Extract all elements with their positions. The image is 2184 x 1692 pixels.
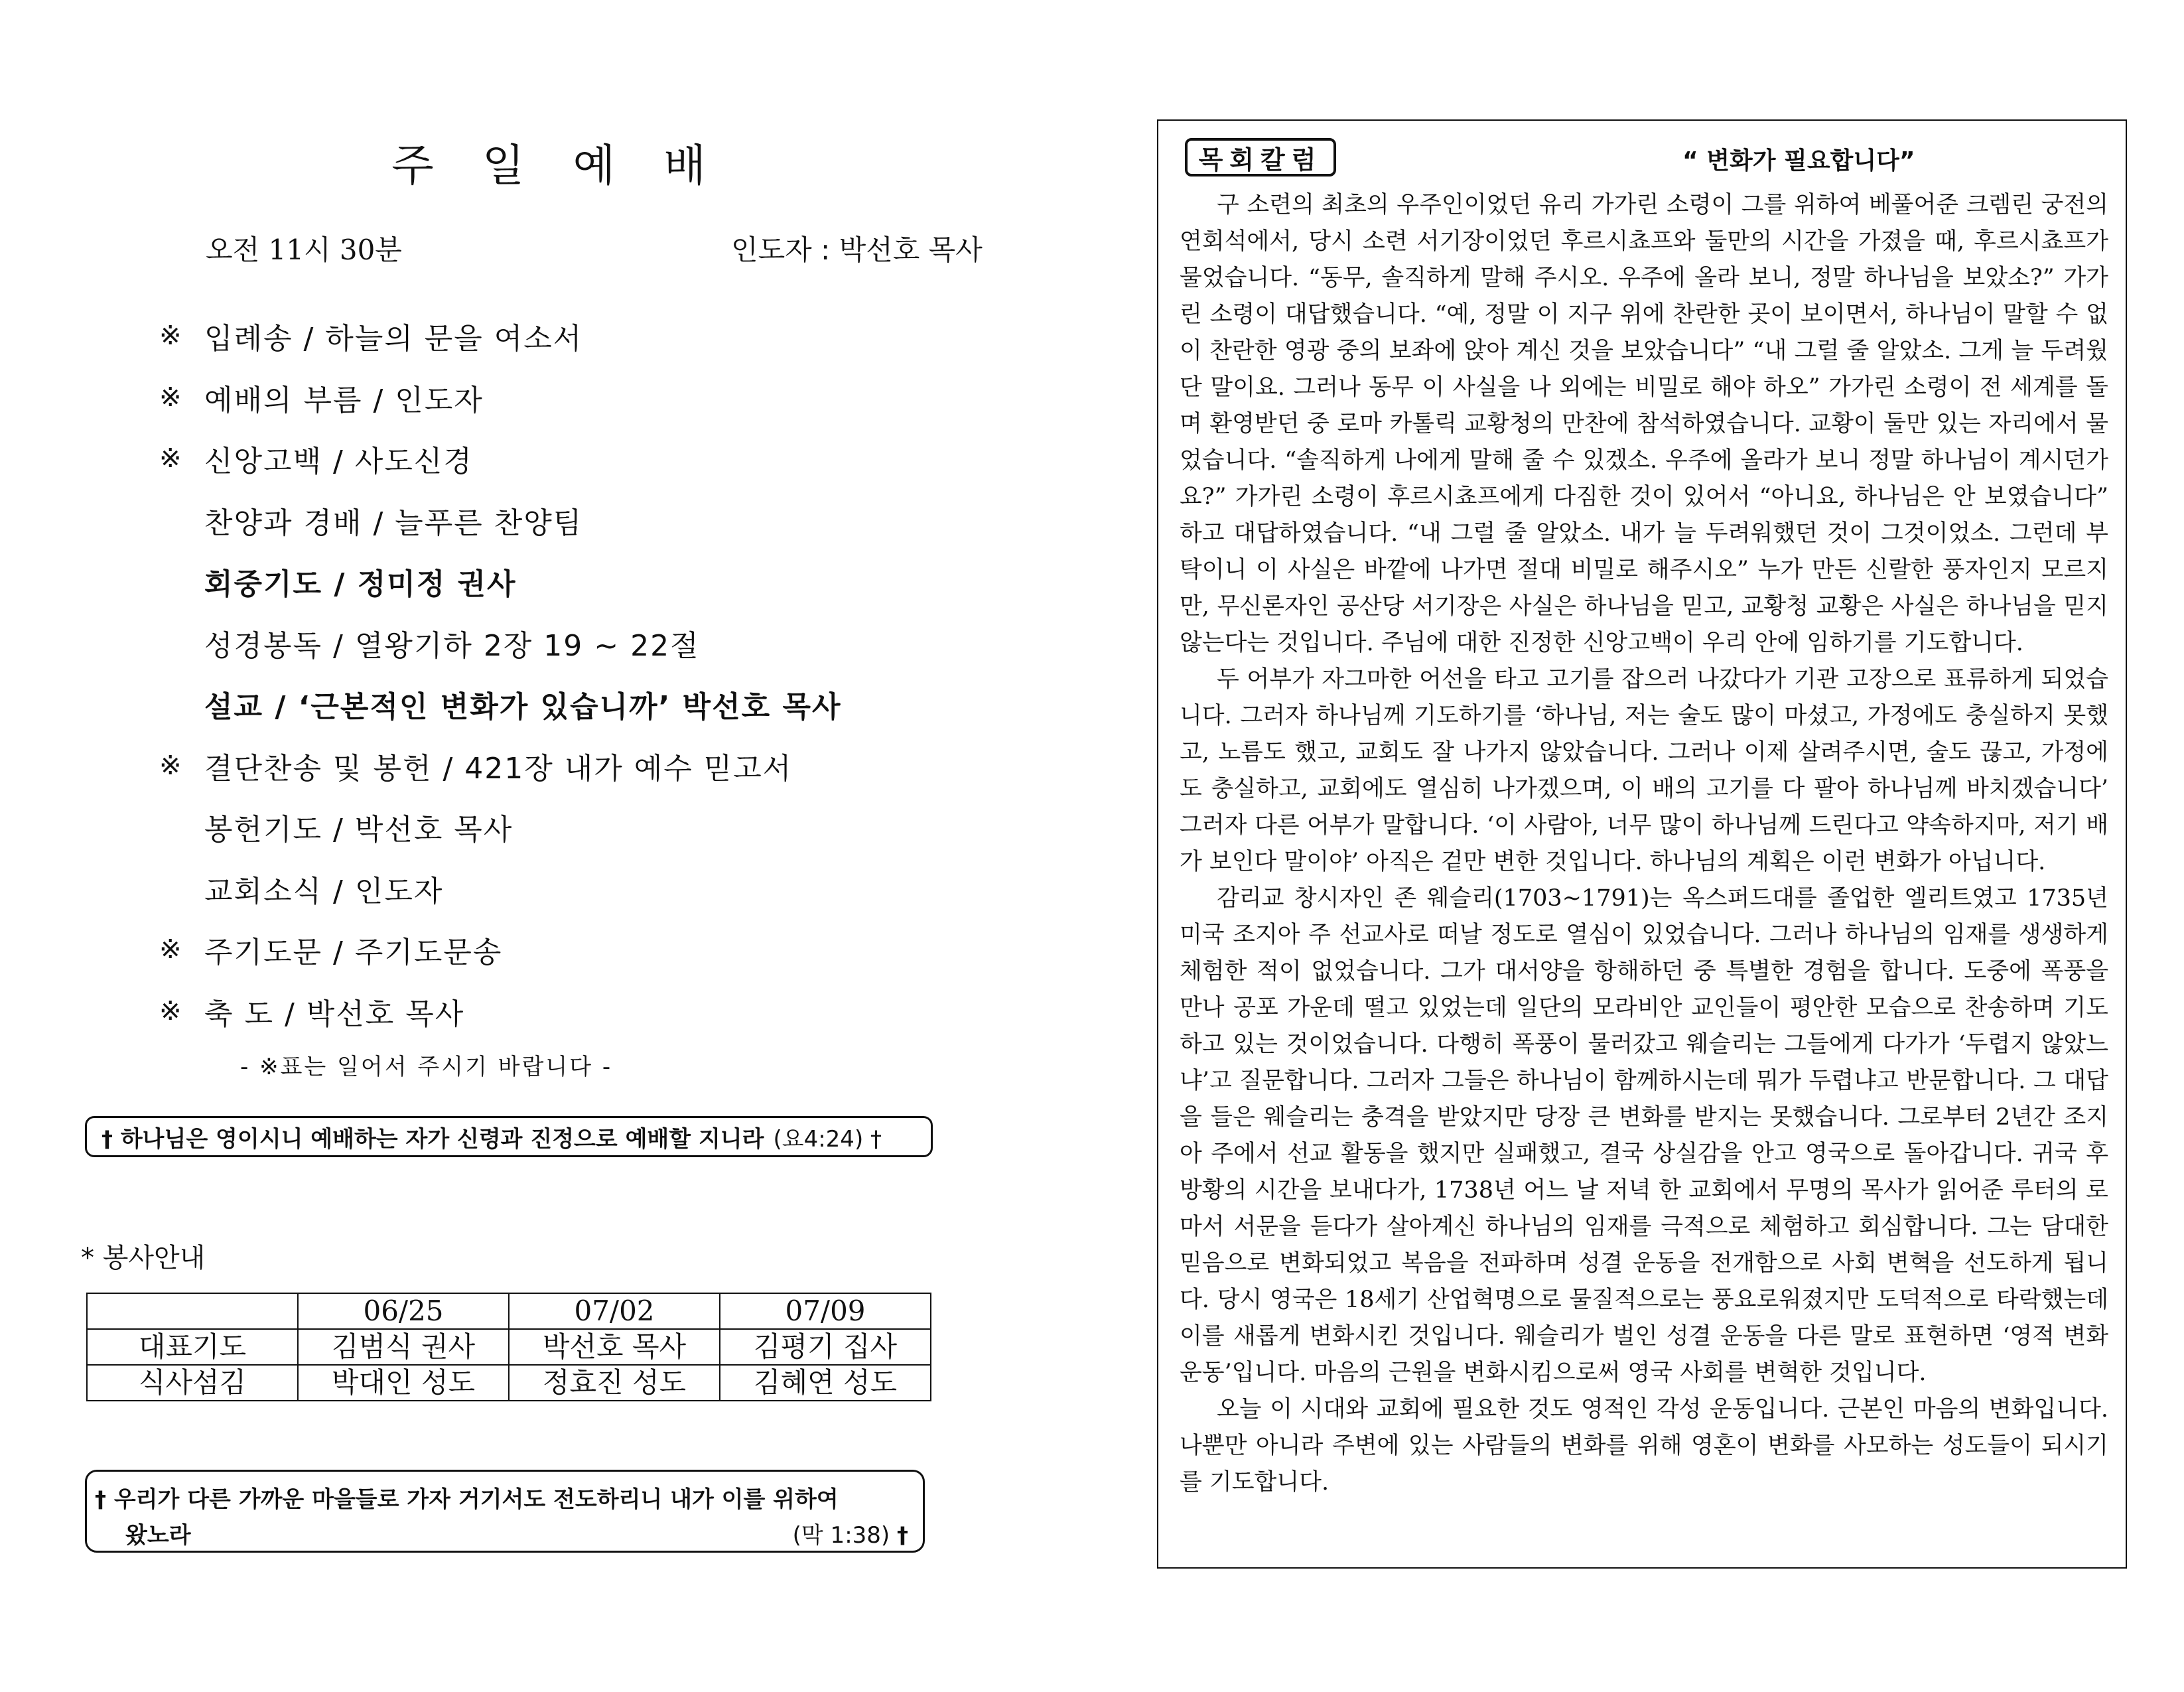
verse-box-bottom xyxy=(85,1470,925,1553)
order-item xyxy=(159,490,1022,551)
verse-line-2: 왔노라 xyxy=(125,1522,191,1549)
column-body xyxy=(1180,187,2108,1501)
order-text: 예배의 부름 / 인도자 xyxy=(204,383,484,417)
table-cell xyxy=(87,1293,298,1329)
role-cell: 대표기도 xyxy=(87,1329,298,1365)
service-table xyxy=(86,1293,931,1401)
page-title: 주 일 예 배 xyxy=(391,140,723,191)
table-cell: 박선호 목사 xyxy=(509,1329,720,1365)
stand-mark: ※ xyxy=(159,750,183,781)
order-text: 입례송 / 하늘의 문을 여소서 xyxy=(204,322,583,356)
table-row xyxy=(87,1329,931,1365)
table-cell: 정효진 성도 xyxy=(509,1365,720,1401)
column-title: “ 변화가 필요합니다” xyxy=(1682,147,1915,175)
stand-mark: ※ xyxy=(159,443,183,474)
order-text: 축 도 / 박선호 목사 xyxy=(204,997,465,1031)
verse-reference xyxy=(793,1517,908,1549)
table-cell: 김혜연 성도 xyxy=(720,1365,931,1401)
table-cell: 김범식 권사 xyxy=(298,1329,509,1365)
order-text: 찬양과 경배 / 늘푸른 찬양팀 xyxy=(204,506,583,540)
verse-line-1: † 우리가 다른 가까운 마을들로 가자 거기서도 전도하리니 내가 이를 위하여 xyxy=(95,1486,839,1513)
worship-order xyxy=(159,305,1022,1042)
verse-ref-text: (막 1:38) xyxy=(792,1522,890,1549)
column-paragraph: 구 소련의 최초의 우주인이었던 유리 가가린 소령이 그를 위하여 베풀어준 크렘린 궁전의 연회석에서, 당시 소련 서기장이었던 후르시쵸프와 둘만의 시간을 가졌을 때, 후르시쵸프가 물었습니다. “동무, 솔직하게 말해 주시오. 우주에 올라 보니, 정말 하나님을 보았소?” 가가린 소령이 대답했습니다. “예, 정말 이 지구 위에 찬란한 곳이 보이면서, 하나님이 말할 수 없이 찬란한 영광 중의 보좌에 앉아 계신 것을 보았습니다” “내 그럴 줄 알았소. 그게 늘 두려웠단 말이요. 그러나 동무 이 사실을 나 외에는 비밀로 해야 하오” 가가린 소령이 전 세계를 돌며 환영받던 중 로마 카톨릭 교황청의 만찬에 참석하였습니다. 교황이 둘만 있는 자리에서 물었습니다. “솔직하게 나에게 말해 줄 수 있겠소. 우주에 올라가 보니 정말 하나님이 계시던가요?” 가가린 소령이 후르시쵸프에게 다짐한 것이 있어서 “아니요, 하나님은 안 보였습니다” 하고 대답하였습니다. “내 그럴 줄 알았소. 내가 늘 두려워했던 것이 그것이었소. 그런데 부탁이니 이 사실은 바깥에 나가면 절대 비밀로 해주시오” 누가 만든 신랄한 풍자인지 모르지만, 무신론자인 공산당 서기장은 사실은 하나님을 믿고, 교황청 교황은 사실은 하나님을 믿지 않는다는 것입니다. 주님에 대한 진정한 신앙고백이 우리 안에 임하기를 기도합니다. xyxy=(1180,192,2108,656)
order-text: 회중기도 / 정미정 권사 xyxy=(204,567,517,602)
order-item xyxy=(159,673,1022,735)
table-row xyxy=(87,1365,931,1401)
stand-mark: ※ xyxy=(159,320,183,352)
order-item xyxy=(159,981,1022,1042)
order-item xyxy=(159,735,1022,797)
stand-mark: ※ xyxy=(159,995,183,1026)
verse-box-top xyxy=(85,1116,933,1157)
column-paragraph: 감리교 창시자인 존 웨슬리(1703~1791)는 옥스퍼드대를 졸업한 엘리트였고 1735년 미국 조지아 주 선교사로 떠날 정도로 열심이 있었습니다. 그러나 하나님의 임재를 생생하게 체험한 적이 없었습니다. 그가 대서양을 항해하던 중 특별한 경험을 합니다. 도중에 폭풍을 만나 공포 가운데 떨고 있었는데 일단의 모라비안 교인들이 평안한 모습으로 찬송하며 기도하고 있는 것이었습니다. 다행히 폭풍이 물러갔고 웨슬리는 그들에게 다가가 ‘두렵지 않았느냐’고 질문합니다. 그러자 그들은 하나님이 함께하시는데 뭐가 두렵냐고 반문합니다. 그 대답을 들은 웨슬리는 충격을 받았지만 당장 큰 변화를 받지는 못했습니다. 그로부터 2년간 조지아 주에서 선교 활동을 했지만 실패했고, 결국 상실감을 안고 영국으로 돌아갑니다. 귀국 후 방황의 시간을 보내다가, 1738년 어느 날 저녁 한 교회에서 무명의 목사가 읽어준 루터의 로마서 서문을 듣다가 살아계신 하나님의 임재를 극적으로 체험하고 회심합니다. 그는 담대한 믿음으로 변화되었고 복음을 전파하며 성결 운동을 전개함으로 사회 변혁을 선도하게 됩니다. 당시 영국은 18세기 산업혁명으로 물질적으로는 풍요로워졌지만 도덕적으로 타락했는데 이를 새롭게 변화시킨 것입니다. 웨슬리가 벌인 성결 운동을 다른 말로 표현하면 ‘영적 변화 운동’입니다. 마음의 근원을 변화시킴으로써 영국 사회를 변혁한 것입니다. xyxy=(1180,885,2108,1386)
verse-reference: (요4:24) † xyxy=(773,1125,882,1153)
date-cell: 07/02 xyxy=(509,1293,720,1329)
table-header-row xyxy=(87,1293,931,1329)
order-item xyxy=(159,858,1022,920)
table-cell: 김평기 집사 xyxy=(720,1329,931,1365)
order-text: 결단찬송 및 봉헌 / 421장 내가 예수 믿고서 xyxy=(204,751,793,786)
standing-note: - ※표는 일어서 주시기 바랍니다 - xyxy=(240,1054,613,1080)
order-item xyxy=(159,428,1022,490)
column-paragraph: 두 어부가 자그마한 어선을 타고 고기를 잡으러 나갔다가 기관 고장으로 표류하게 되었습니다. 그러자 하나님께 기도하기를 ‘하나님, 저는 술도 많이 마셨고, 가정에도 충실하지 못했고, 노름도 했고, 교회도 잘 나가지 않았습니다. 그러나 이제 살려주시면, 술도 끊고, 가정에도 충실하고, 교회에도 열심히 나가겠으며, 이 배의 고기를 다 팔아 하나님께 바치겠습니다’ 그러자 다른 어부가 말합니다. ‘이 사람아, 너무 많이 하나님께 드린다고 약속하지마, 저기 배가 보인다 말이야’ 아직은 겉만 변한 것입니다. 하나님의 계획은 이런 변화가 아닙니다. xyxy=(1180,666,2108,875)
cross-mark: † xyxy=(897,1522,908,1549)
stand-mark: ※ xyxy=(159,382,183,413)
order-item xyxy=(159,796,1022,858)
table-cell: 박대인 성도 xyxy=(298,1365,509,1401)
order-text: 주기도문 / 주기도문송 xyxy=(204,936,503,970)
date-cell: 07/09 xyxy=(720,1293,931,1329)
column-tag: 목회칼럼 xyxy=(1185,138,1336,176)
order-item xyxy=(159,612,1022,674)
pastor-column xyxy=(1157,119,2127,1569)
date-cell: 06/25 xyxy=(298,1293,509,1329)
service-heading: * 봉사안내 xyxy=(81,1243,206,1273)
order-item xyxy=(159,551,1022,612)
order-text: 봉헌기도 / 박선호 목사 xyxy=(204,813,513,847)
order-item xyxy=(159,367,1022,429)
role-cell: 식사섬김 xyxy=(87,1365,298,1401)
order-item xyxy=(159,919,1022,981)
column-paragraph: 오늘 이 시대와 교회에 필요한 것도 영적인 각성 운동입니다. 근본인 마음의 변화입니다. 나뿐만 아니라 주변에 있는 사람들의 변화를 위해 영혼이 변화를 사모하는 성도들이 되시기를 기도합니다. xyxy=(1180,1396,2108,1496)
verse-text: † 하나님은 영이시니 예배하는 자가 신령과 진정으로 예배할 지니라 xyxy=(102,1125,764,1153)
order-text: 성경봉독 / 열왕기하 2장 19 ~ 22절 xyxy=(204,628,700,663)
order-text: 신앙고백 / 사도신경 xyxy=(204,445,473,479)
order-item xyxy=(159,305,1022,367)
service-leader: 인도자 : 박선호 목사 xyxy=(731,234,983,266)
order-text: 교회소식 / 인도자 xyxy=(204,874,444,908)
order-text: 설교 / ‘근본적인 변화가 있습니까’ 박선호 목사 xyxy=(204,690,842,725)
stand-mark: ※ xyxy=(159,934,183,965)
service-time: 오전 11시 30분 xyxy=(206,234,402,266)
